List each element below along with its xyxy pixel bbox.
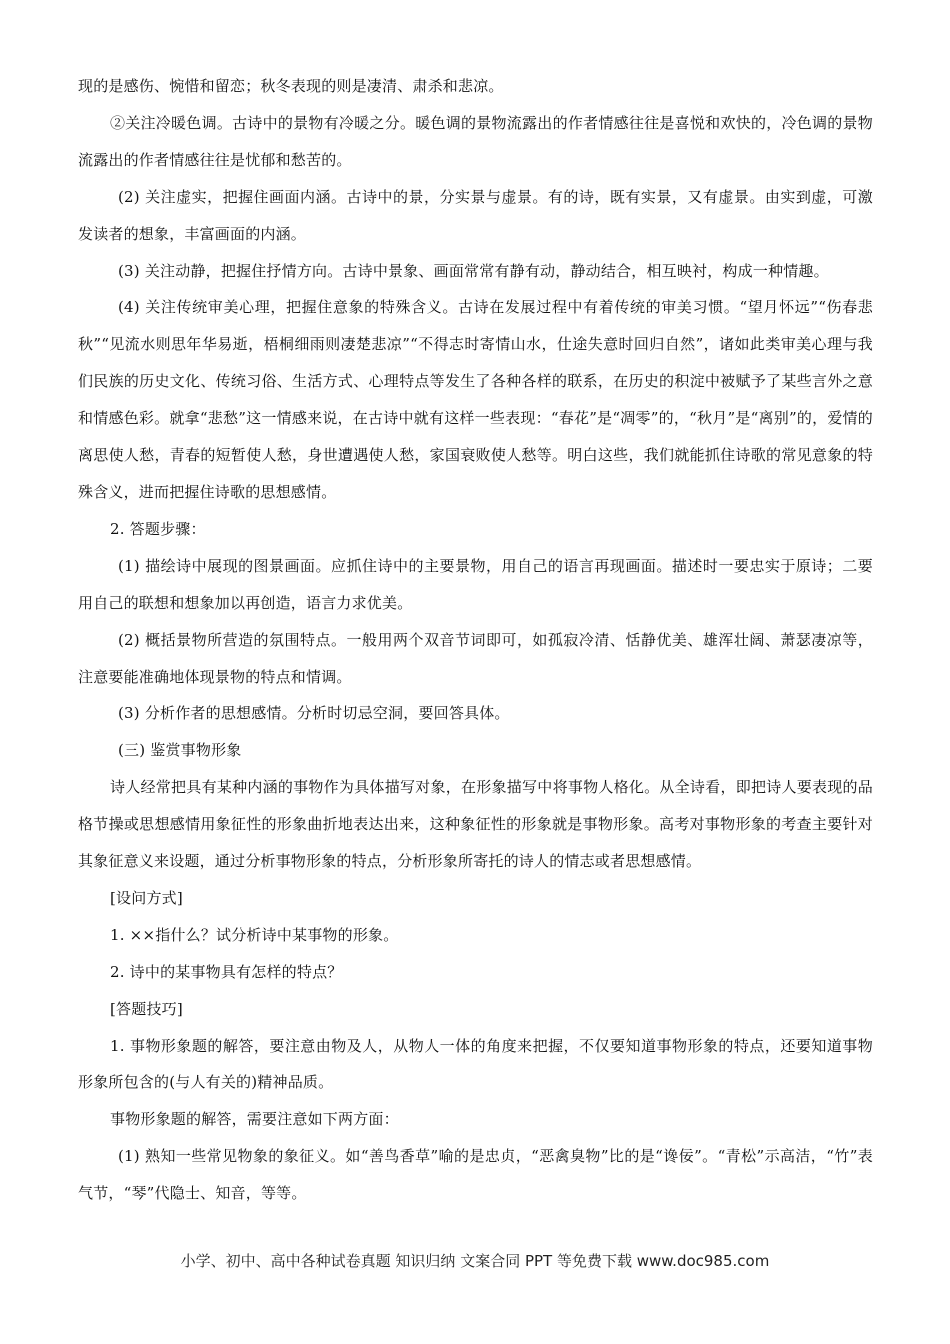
paragraph: [答题技巧]	[110, 999, 183, 1018]
page-footer: 小学、初中、高中各种试卷真题 知识归纳 文案合同 PPT 等免费下载 www.doc985.com	[180, 1252, 770, 1270]
paragraph: 现的是感伤、惋惜和留恋；秋冬表现的则是凄清、肃杀和悲凉。	[78, 77, 504, 95]
paragraph: (1) 熟知一些常见物象的象征义。如“善鸟香草”喻的是忠贞，“恶禽臭物”比的是“谗佞”。“青松”示高洁，“竹”表气节，“琴”代隐士、知音，等等。	[78, 1147, 873, 1203]
paragraph: (1) 描绘诗中展现的图景画面。应抓住诗中的主要景物，用自己的语言再现画面。描述时一要忠实于原诗；二要用自己的联想和想象加以再创造，语言力求优美。	[78, 556, 873, 612]
paragraph: 2. 诗中的某事物具有怎样的特点？	[110, 962, 343, 981]
document-body	[78, 68, 873, 1212]
paragraph: 诗人经常把具有某种内涵的事物作为具体描写对象，在形象描写中将事物人格化。从全诗看，即把诗人要表现的品格节操或思想感情用象征性的形象曲折地表达出来，这种象征性的形象就是事物形象。高考对事物形象的考查主要针对其象征意义来设题，通过分析事物形象的特点，分析形象所寄托的诗人的情志或者思想感情。	[78, 778, 873, 871]
paragraph: (三) 鉴赏事物形象	[118, 741, 242, 760]
paragraph: 2. 答题步骤：	[110, 519, 206, 538]
paragraph: (4) 关注传统审美心理，把握住意象的特殊含义。古诗在发展过程中有着传统的审美习惯。“望月怀远”“伤春悲秋”“见流水则思年华易逝，梧桐细雨则凄楚悲凉”“不得志时寄情山水，仕途失意时回归自然”，诸如此类审美心理与我们民族的历史文化、传统习俗、生活方式、心理特点等发生了各种各样的联系，在历史的积淀中被赋予了某些言外之意和情感色彩。就拿“悲愁”这一情感来说，在古诗中就有这样一些表现：“春花”是“凋零”的，“秋月”是“离别”的，爱情的离思使人愁，青春的短暂使人愁，身世遭遇使人愁，家国衰败使人愁等。明白这些，我们就能抓住诗歌的常见意象的特殊含义，进而把握住诗歌的思想感情。	[78, 298, 873, 501]
paragraph: (3) 分析作者的思想感情。分析时切忌空洞，要回答具体。	[118, 704, 510, 723]
paragraph: [设问方式]	[110, 888, 183, 907]
paragraph: ②关注冷暖色调。古诗中的景物有冷暖之分。暖色调的景物流露出的作者情感往往是喜悦和欢快的，冷色调的景物流露出的作者情感往往是忧郁和愁苦的。	[78, 113, 873, 169]
paragraph: (2) 概括景物所营造的氛围特点。一般用两个双音节词即可，如孤寂冷清、恬静优美、雄浑壮阔、萧瑟凄凉等，注意要能准确地体现景物的特点和情调。	[78, 630, 873, 686]
paragraph: 1. 事物形象题的解答，要注意由物及人，从物人一体的角度来把握，不仅要知道事物形象的特点，还要知道事物形象所包含的(与人有关的)精神品质。	[78, 1036, 873, 1092]
paragraph: 事物形象题的解答，需要注意如下两方面：	[110, 1110, 399, 1129]
paragraph: (3) 关注动静，把握住抒情方向。古诗中景象、画面常常有静有动，静动结合，相互映衬，构成一种情趣。	[118, 261, 829, 280]
paragraph: 1. ××指什么？试分析诗中某事物的形象。	[110, 925, 399, 944]
paragraph: (2) 关注虚实，把握住画面内涵。古诗中的景，分实景与虚景。有的诗，既有实景，又有虚景。由实到虚，可激发读者的想象，丰富画面的内涵。	[78, 187, 873, 243]
